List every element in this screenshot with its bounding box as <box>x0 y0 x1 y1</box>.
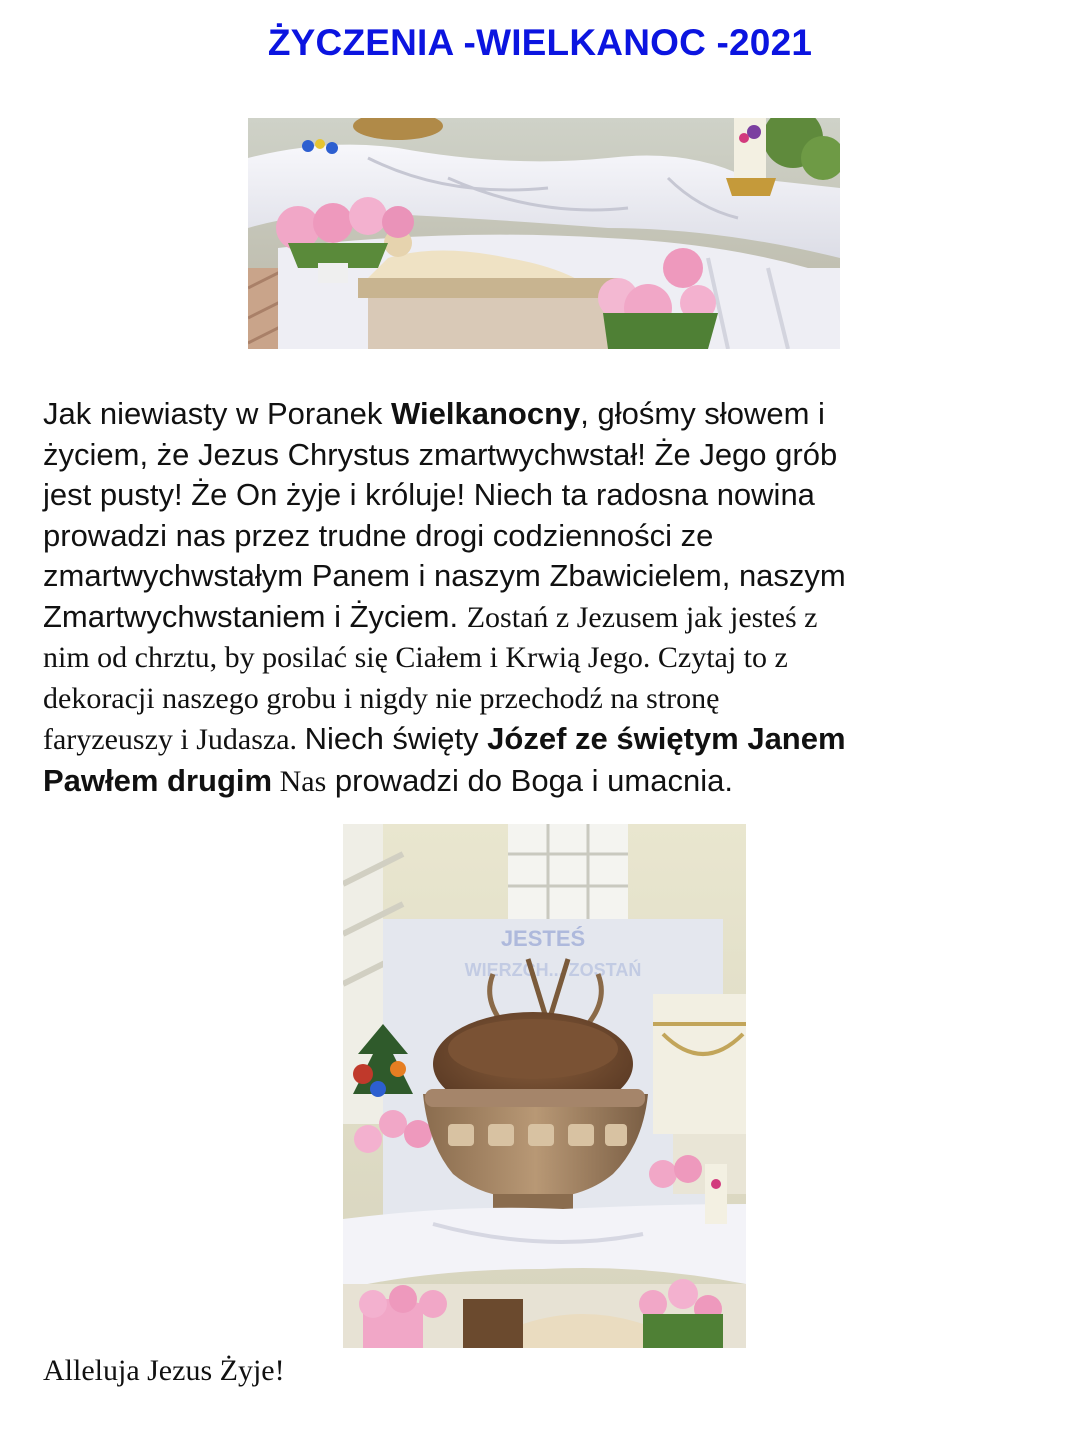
paragraph-line-4: prowadzi nas przez trudne drogi codzienności ze <box>43 517 714 553</box>
paragraph-line-7: nim od chrztu, by posilać się Ciałem i Krwią Jego. Czytaj to z <box>43 641 788 674</box>
banner-text-1: JESTEŚ <box>500 926 586 951</box>
paragraph-line-1: Jak niewiasty w Poranek Wielkanocny, głośmy słowem i <box>43 396 825 431</box>
paragraph-line-2: życiem, że Jezus Chrystus zmartwychwstał! Że Jego grób <box>43 436 838 472</box>
closing-line: Alleluja Jezus Żyje! <box>43 1354 285 1387</box>
banner-text-2: WIERZCH... ZOSTAŃ <box>464 960 642 980</box>
page-title: ŻYCZENIA -WIELKANOC -2021 <box>267 22 813 63</box>
paragraph-line-9: faryzeuszy i Judasza. Niech święty Józef ze świętym Janem <box>43 721 846 756</box>
paragraph-line-6: Zmartwychwstaniem i Życiem. Zostań z Jezusem jak jesteś z <box>43 598 818 634</box>
paragraph-line-8: dekoracji naszego grobu i nigdy nie przechodź na stronę <box>43 681 720 715</box>
paragraph-line-10: Pawłem drugim Nas prowadzi do Boga i umacnia. <box>43 762 733 798</box>
tomb-photo-bottom <box>343 824 746 1348</box>
paragraph-line-3: jest pusty! Że On żyje i króluje! Niech ta radosna nowina <box>43 477 815 512</box>
wishes-paragraph <box>43 394 1043 802</box>
tomb-photo-top <box>248 118 840 349</box>
paragraph-line-5: zmartwychwstałym Panem i naszym Zbawicielem, naszym <box>43 558 846 593</box>
